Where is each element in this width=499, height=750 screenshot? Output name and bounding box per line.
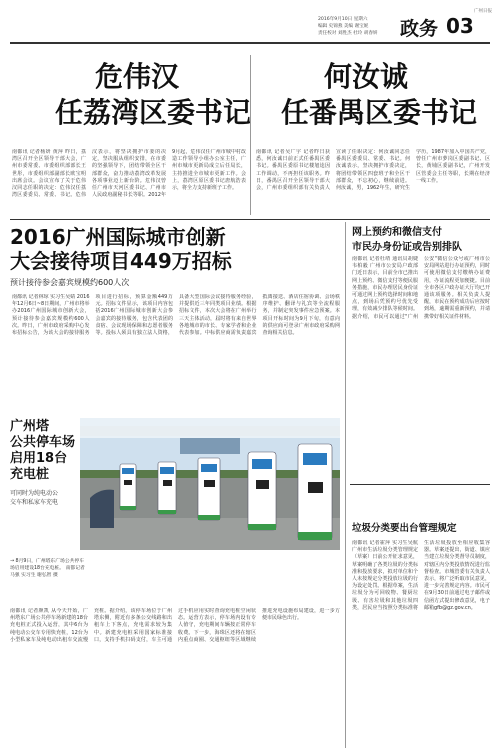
- feature-subhead: 预计接待参会嘉宾规模约600人次: [10, 278, 130, 287]
- charging-station-photo: [80, 418, 340, 550]
- side-bottom-body: 南都讯 记者霍萍 实习生吴航 广州市生活垃圾分类管理规定（草案）日前公开征求意见，草案明确了各类垃圾的分类标准和投放要求，拟对单位和个人未按规定分类投放垃圾的行为设定处罚。根据草案，生活垃圾分为可回收物、餐厨垃圾、有害垃圾和其他垃圾四类，居民应当按照分类标准将生活垃圾投放至相应收集容器。草案还提出，街道、镇应当建立垃圾分类督导员制度，对辖区内分类投放情况进行监督检查。市城管委有关负责人表示，将广泛听取市民意见，进一步完善规定内容。市民可在9月30日前通过电子邮件或信函方式提出修改意见，电子邮箱gfb@gz.gov.cn。: [352, 540, 490, 611]
- column-divider: [250, 55, 251, 215]
- section-title: 政务: [400, 18, 439, 40]
- side-bottom-headline: 垃圾分类要出台管理规定: [352, 523, 457, 534]
- side-top-body: 南都讯 记者杜靖 通讯员胡婕 韦柏毅 广州市公安局户政部门近日表示，目前全市已推出网上预约、微信支付等便民服务措施，市民办理居民身份证可通过网上预约选择时间和地点，到场后凭预约号优先受理，有效减少排队等候时间。据介绍，市民可以通过"广州公安"微信公众号或广州市公安局网站进行办证预约，同时可使用微信支付缴纳办证费用，办证流程更加便捷。目前全市各区户政办证大厅均已开通该项服务。相关负责人提醒，市民在预约成功后应按时到场，逾期需重新预约，并请携带好相关证件材料。: [352, 256, 490, 320]
- photo-story-block: [10, 418, 340, 748]
- photo-headline-2: 公共停车场: [10, 435, 76, 450]
- photo-deck-1: 可同时为纯电动公: [10, 490, 59, 497]
- side-headline-1: 网上预约和微信支付: [352, 227, 442, 238]
- masthead: [0, 0, 499, 44]
- side-rule: [350, 484, 490, 485]
- headline-right-1: 何汝诚: [324, 60, 409, 93]
- headline-left-2: 任荔湾区委书记: [55, 96, 252, 129]
- photo-illustration: [80, 418, 340, 550]
- feature-headline-2: 大会接待项目449万招标: [10, 249, 232, 273]
- section-rule: [10, 219, 490, 220]
- feature-headline-1: 2016广州国际城市创新: [10, 225, 226, 249]
- photo-caption: → 8月9日，广州塔东广场公共停车场启用建设18台充电桩。 南都记者 马强 实习生 谢弘智 摄: [10, 559, 85, 578]
- date-line-2: 编辑 史锦燕 美编 谢宝妮: [318, 24, 369, 29]
- article-left-body: 南都讯 记者杨妍 黄萍 昨日，荔湾区召开全区领导干部大会，广州市委常委、市委组织部部长王世彤，市委组织部副部长欧宝明出席会议。会议宣布了关于危伟汉同志任职的决定：危伟汉任荔湾区委委员、常委、书记。危伟汉表示，将坚决拥护市委的决定，坚决服从组织安排，在市委的坚强领导下，团结带领全区干部群众，奋力推动荔湾改革发展各项事业迈上新台阶。危伟汉曾任广州市天河区委书记、广州市人民政府副秘书长等职。2012年9月起，危伟汉任广州市城中村改造工作领导小组办公室主任，广州市城市更新局成立后任局长，主持推进全市城市更新工作。会上，荔湾区原区委书记唐航浩表示，将全力支持新班子工作。: [12, 149, 246, 199]
- photo-story-body: 南都讯 记者颜凯 从今天开始，广州塔东广场公共停车场新建的18台充电桩正式投入运营，其中6台为纯电动公交车专用快充桩，12台为小型私家车及纯电动出租车交流慢充桩。据介绍，该停车场位于广州塔东侧，附近有多条公交线路和出租车上下客点，充电需求较为集中。新建充电桩采用国家标准接口，支持手机扫码支付，车主可通过手机应用实时查询充电桩空闲状态。运营方表示，停车场内设有专人值守，充电期间车辆按正常停车收费。下一步，海珠区还将在辖区内重点商圈、交通枢纽等区域继续推进充电设施布局建设，进一步方便市民绿色出行。: [10, 608, 340, 643]
- photo-headline-4: 充电桩: [10, 467, 50, 482]
- date-line-3: 责任校对 刘胜杰 杜玲 胡春妍: [318, 31, 378, 36]
- photo-headline-1: 广州塔: [10, 419, 50, 434]
- page-number: 03: [446, 14, 474, 38]
- date-line-1: 2016年9月10日 星期六: [318, 17, 368, 22]
- photo-headline-3: 启用18台: [10, 451, 68, 466]
- column-divider-right: [345, 222, 346, 748]
- photo-deck-2: 交车和私家车充电: [10, 499, 59, 506]
- masthead-rule: [10, 42, 490, 44]
- headline-right-2: 任番禺区委书记: [281, 96, 478, 129]
- feature-body: 南都讯 记者林琼 实习生吴婧 2016年12月6日~8日期间，广州市将举办2016广州国际城市创新大会，预计接待参会嘉宾规模约600人次。昨日，广州市政府采购中心发布招标公告，为该大会的接待服务项目进行招标，预算金额449万元。招标文件显示，该项目内容包括2016广州国际城市创新大会参会嘉宾的接待服务，包含代表团的食宿、会议现场保障和志愿者服务等。投标人须具有独立法人资格，具备大型国际会议接待服务经验，并提供近三年同类项目业绩。根据招标文件，本次大会将在广州举行三天主体活动，届时将有来自世界各地城市的市长、专家学者和企业代表参加。中标供应商需负责嘉宾抵离接送、酒店住宿协调、会场秩序维护、翻译与礼宾等全流程服务，并制定突发事件应急预案。本项目开标时间为9月下旬，有意向的供应商可登录广州市政府采购网查询相关信息。: [12, 294, 340, 337]
- side-headline-2: 市民办身份证或告别排队: [352, 242, 462, 253]
- headline-left-1: 危伟汉: [95, 60, 180, 93]
- article-right-body: 南都讯 记者吴广宇 记者昨日获悉，何汝诚日前正式任番禺区委书记。番禺区委原书记楼旭逵因工作调动，不再担任该职务。昨日，番禺区召开全区领导干部大会，广州市委组织部有关负责人宣读了任职决定：何汝诚同志任番禺区委委员、常委、书记。何汝诚表示，坚决拥护市委决定，将团结带领区四套班子和全区干部群众，不忘初心，继续前进。何汝诚，男，1962年生，研究生学历，1987年加入中国共产党，曾任广州市萝岗区委副书记、区长，黄埔区委副书记，广州开发区管委会主任等职，长期在经济一线工作。: [256, 149, 490, 192]
- masthead-tag: 广州日报: [474, 9, 492, 14]
